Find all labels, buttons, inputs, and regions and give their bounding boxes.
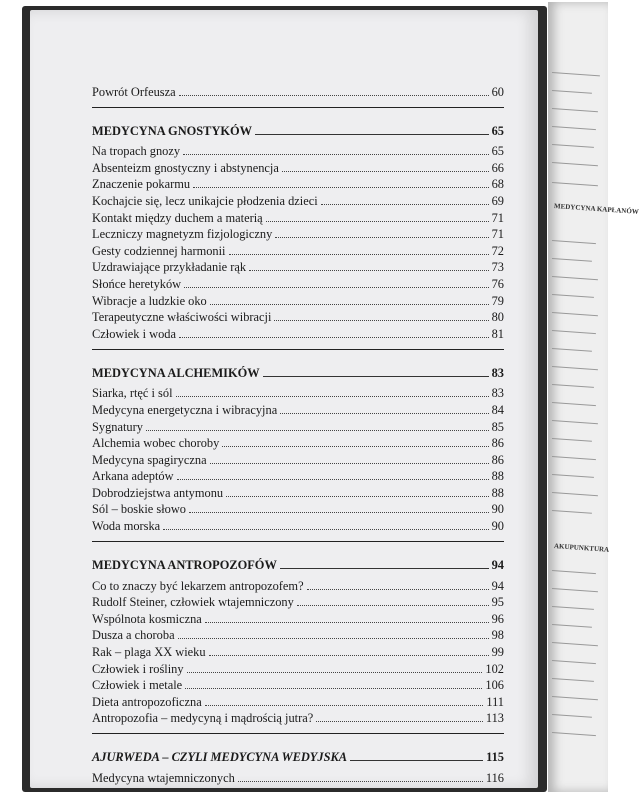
toc-title: Co to znaczy być lekarzem antropozofem? xyxy=(92,578,304,593)
dot-leader xyxy=(238,781,483,782)
toc-title: Wibracje a ludzkie oko xyxy=(92,293,207,308)
toc-entry xyxy=(92,417,504,434)
toc-page-number: 71 xyxy=(491,227,504,242)
section-divider xyxy=(92,533,504,542)
toc-entry xyxy=(92,142,504,159)
dot-leader xyxy=(280,413,488,414)
toc-title: Leczniczy magnetyzm fizjologiczny xyxy=(92,227,273,242)
toc-entry xyxy=(92,450,504,467)
toc-entry xyxy=(92,258,504,275)
toc-entry xyxy=(92,158,504,175)
toc-entry xyxy=(92,768,504,785)
dot-leader xyxy=(297,605,489,606)
toc-title: Medycyna energetyczna i wibracyjna xyxy=(92,402,278,417)
toc-title: Arkana adeptów xyxy=(92,469,174,484)
toc-page-number: 95 xyxy=(491,595,504,610)
table-of-contents xyxy=(92,82,504,785)
toc-title: Człowiek i rośliny xyxy=(92,661,184,676)
toc-title: Siarka, rtęć i sól xyxy=(92,386,173,401)
toc-title: Antropozofia – medycyną i mądrością jutra? xyxy=(92,711,314,726)
right-page-edge xyxy=(548,2,639,792)
dot-leader xyxy=(189,512,489,513)
toc-page-number: 81 xyxy=(491,326,504,341)
dot-leader xyxy=(184,287,488,288)
toc-title: Kontakt między duchem a materią xyxy=(92,210,263,225)
toc-title: MEDYCYNA ALCHEMIKÓW xyxy=(92,365,260,380)
dot-leader xyxy=(266,221,489,222)
right-page-heading-1: MEDYCYNA KAPŁANÓW xyxy=(553,202,639,216)
section-divider xyxy=(92,725,504,734)
toc-page-number: 80 xyxy=(491,310,504,325)
toc-entry xyxy=(92,467,504,484)
toc-page-number: 60 xyxy=(491,84,504,99)
dot-leader xyxy=(263,376,489,377)
toc-entry xyxy=(92,324,504,341)
dot-leader xyxy=(179,337,489,338)
dot-leader xyxy=(177,479,489,480)
toc-entry xyxy=(92,291,504,308)
dot-leader xyxy=(210,304,489,305)
dot-leader xyxy=(187,672,483,673)
toc-title: Rak – plaga XX wieku xyxy=(92,645,206,660)
toc-section-heading xyxy=(92,546,504,572)
toc-entry xyxy=(92,225,504,242)
section-divider xyxy=(92,99,504,108)
toc-title: Terapeutyczne właściwości wibracji xyxy=(92,310,272,325)
toc-title: Człowiek i metale xyxy=(92,678,183,693)
toc-title: Dobrodziejstwa antymonu xyxy=(92,485,224,500)
toc-entry xyxy=(92,384,504,401)
dot-leader xyxy=(205,705,484,706)
toc-entry xyxy=(92,576,504,593)
toc-page-number: 98 xyxy=(491,628,504,643)
toc-entry xyxy=(92,609,504,626)
toc-page-number: 106 xyxy=(485,678,504,693)
toc-title: MEDYCYNA ANTROPOZOFÓW xyxy=(92,558,277,573)
toc-entry xyxy=(92,434,504,451)
toc-page-number: 83 xyxy=(491,365,504,380)
toc-title: Człowiek i woda xyxy=(92,326,176,341)
toc-page-number: 71 xyxy=(491,210,504,225)
dot-leader xyxy=(179,95,489,96)
toc-title: Sól – boskie słowo xyxy=(92,502,186,517)
toc-title: Powrót Orfeusza xyxy=(92,84,176,99)
toc-page-number: 66 xyxy=(491,160,504,175)
toc-page-number: 88 xyxy=(491,485,504,500)
dot-leader xyxy=(209,655,489,656)
toc-page-number: 88 xyxy=(491,469,504,484)
toc-page-number: 79 xyxy=(491,293,504,308)
dot-leader xyxy=(193,187,489,188)
dot-leader xyxy=(280,568,489,569)
toc-page-number: 86 xyxy=(491,452,504,467)
toc-page-number: 84 xyxy=(491,402,504,417)
toc-title: Medycyna spagiryczna xyxy=(92,452,207,467)
toc-page-number: 111 xyxy=(486,694,504,709)
toc-page-number: 102 xyxy=(485,661,504,676)
dot-leader xyxy=(176,396,489,397)
toc-title: Kochajcie się, lecz unikajcie płodzenia dzieci xyxy=(92,193,318,208)
toc-entry xyxy=(92,175,504,192)
toc-title: MEDYCYNA GNOSTYKÓW xyxy=(92,123,253,138)
toc-title: Alchemia wobec choroby xyxy=(92,436,220,451)
toc-entry xyxy=(92,241,504,258)
toc-entry xyxy=(92,709,504,726)
toc-entry xyxy=(92,516,504,533)
dot-leader xyxy=(222,446,488,447)
toc-entry xyxy=(92,692,504,709)
dot-leader xyxy=(255,134,489,135)
toc-page-number: 69 xyxy=(491,193,504,208)
toc-page-number: 86 xyxy=(491,436,504,451)
toc-title: Na tropach gnozy xyxy=(92,144,181,159)
toc-page-number: 94 xyxy=(491,578,504,593)
toc-page-number: 65 xyxy=(491,144,504,159)
dot-leader xyxy=(316,721,483,722)
dot-leader xyxy=(274,320,488,321)
toc-page-number: 115 xyxy=(486,750,504,765)
toc-entry xyxy=(92,676,504,693)
toc-title: Medycyna wtajemniczonych xyxy=(92,771,235,785)
dot-leader xyxy=(350,760,483,761)
dot-leader xyxy=(146,430,489,431)
toc-section-heading xyxy=(92,738,504,764)
toc-entry xyxy=(92,483,504,500)
toc-page-number: 99 xyxy=(491,645,504,660)
toc-entry xyxy=(92,308,504,325)
toc-title: Dusza a choroba xyxy=(92,628,175,643)
toc-entry xyxy=(92,274,504,291)
toc-page-number: 113 xyxy=(485,711,504,726)
dot-leader xyxy=(321,204,489,205)
toc-page-number: 116 xyxy=(485,771,504,785)
toc-page-number: 90 xyxy=(491,502,504,517)
toc-title: Gesty codziennej harmonii xyxy=(92,243,226,258)
toc-section-heading xyxy=(92,112,504,138)
toc-entry xyxy=(92,500,504,517)
dot-leader xyxy=(229,254,489,255)
toc-page-number: 72 xyxy=(491,243,504,258)
dot-leader xyxy=(205,622,489,623)
right-page-heading-2: AKUPUNKTURA xyxy=(553,542,610,554)
toc-page-number: 65 xyxy=(491,123,504,138)
section-divider xyxy=(92,341,504,350)
toc-title: Uzdrawiające przykładanie rąk xyxy=(92,260,247,275)
dot-leader xyxy=(183,154,489,155)
toc-entry xyxy=(92,659,504,676)
toc-title: Absenteizm gnostyczny i abstynencja xyxy=(92,160,279,175)
toc-page-number: 94 xyxy=(491,558,504,573)
dot-leader xyxy=(163,529,488,530)
toc-title: Woda morska xyxy=(92,519,161,534)
toc-page-number: 76 xyxy=(491,276,504,291)
toc-page-number: 90 xyxy=(491,519,504,534)
toc-page-number: 83 xyxy=(491,386,504,401)
toc-page-number: 73 xyxy=(491,260,504,275)
toc-title: Sygnatury xyxy=(92,419,143,434)
toc-page-number: 96 xyxy=(491,611,504,626)
dot-leader xyxy=(226,496,489,497)
toc-page-number: 85 xyxy=(491,419,504,434)
toc-title: Znaczenie pokarmu xyxy=(92,177,191,192)
dot-leader xyxy=(210,463,489,464)
toc-entry xyxy=(92,593,504,610)
toc-entry xyxy=(92,208,504,225)
toc-title: Rudolf Steiner, człowiek wtajemniczony xyxy=(92,595,294,610)
toc-title: Dieta antropozoficzna xyxy=(92,694,202,709)
toc-section-heading xyxy=(92,354,504,380)
toc-page-number: 68 xyxy=(491,177,504,192)
dot-leader xyxy=(275,237,488,238)
toc-entry xyxy=(92,191,504,208)
dot-leader xyxy=(282,171,489,172)
toc-entry xyxy=(92,400,504,417)
toc-title: Wspólnota kosmiczna xyxy=(92,611,202,626)
toc-title: Słońce heretyków xyxy=(92,276,182,291)
dot-leader xyxy=(249,270,489,271)
toc-title: AJURWEDA – CZYLI MEDYCYNA WEDYJSKA xyxy=(92,750,347,765)
dot-leader xyxy=(185,688,482,689)
toc-entry xyxy=(92,642,504,659)
toc-entry xyxy=(92,82,504,99)
dot-leader xyxy=(307,589,489,590)
dot-leader xyxy=(178,638,489,639)
toc-entry xyxy=(92,626,504,643)
